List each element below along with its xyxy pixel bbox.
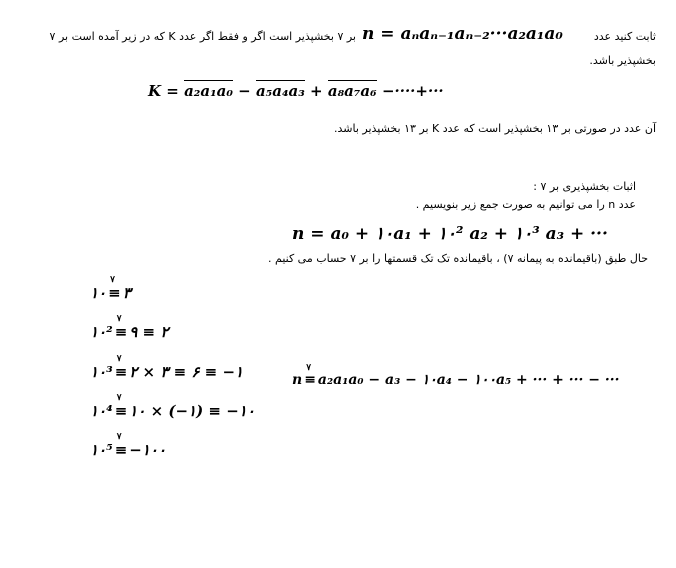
congruence-4 bbox=[90, 393, 255, 420]
k-op-1: − bbox=[232, 82, 256, 100]
k-tail: −····+··· bbox=[376, 82, 444, 100]
congruence-symbol: ≡ ۷ bbox=[108, 275, 121, 302]
theorem-line1-text: ثابت کنید عدد bbox=[593, 30, 656, 43]
theorem-line3-text: آن عدد در صورتی بر ۱۳ بخشپذیر است که عدد K بر ۱۳ بخشپذیر باشد. bbox=[334, 122, 656, 135]
congruence-2 bbox=[90, 314, 169, 341]
congruence-3 bbox=[90, 354, 244, 381]
theorem-line1-mid: بر ۷ بخشپذیر است اگر و فقط اگر عدد K که در زیر آمده است بر ۷ bbox=[49, 30, 356, 43]
k-op-2: + bbox=[304, 82, 328, 100]
congruence-5 bbox=[90, 432, 167, 459]
congruence-lhs: ۱۰² bbox=[90, 323, 113, 341]
congruence-rhs: −۱۰۰ bbox=[129, 441, 167, 459]
congruence-symbol: ≡ ۷ bbox=[304, 363, 316, 388]
theorem-line2-text: بخشپذیر باشد. bbox=[589, 54, 656, 67]
congruence-symbol: ≡ ۷ bbox=[114, 354, 128, 381]
k-lhs: K = bbox=[148, 82, 185, 100]
congruence-lhs: ۱۰⁵ bbox=[90, 441, 113, 459]
congruence-lhs: ۱۰⁴ bbox=[90, 402, 113, 420]
congruence-1 bbox=[90, 275, 131, 302]
congruence-rhs: ۳ bbox=[122, 284, 131, 302]
result-lhs: n bbox=[292, 372, 303, 388]
congruence-lhs: ۱۰ bbox=[90, 284, 107, 302]
proof-heading: اثبات بخشپذیری بر ۷ : bbox=[533, 180, 636, 193]
result-rhs: a₂a₁a₀ − a₃ − ۱۰a₄ − ۱۰۰a₅ + ··· + ··· − ··· bbox=[317, 372, 620, 388]
n-congruence-result bbox=[292, 363, 620, 388]
congruence-rhs: ۱۰ × (−۱) ≡ −۱۰ bbox=[129, 402, 255, 420]
n-sum-expression: n = a₀ + ۱۰a₁ + ۱۰² a₂ + ۱۰³ a₃ + ··· bbox=[292, 224, 608, 244]
congruence-rhs: ۹ ≡ ۲ bbox=[129, 323, 169, 341]
congruence-symbol: ≡ ۷ bbox=[114, 314, 128, 341]
proof-note: حال طبق (باقیمانده به پیمانه ۷) ، باقیمانده تک تک قسمتها را بر ۷ حساب می کنیم . bbox=[268, 252, 648, 265]
congruence-symbol: ≡ ۷ bbox=[114, 393, 128, 420]
congruence-lhs: ۱۰³ bbox=[90, 363, 113, 381]
k-definition bbox=[148, 82, 444, 100]
congruence-symbol: ≡ ۷ bbox=[114, 432, 128, 459]
n-digits-expression: n = aₙaₙ₋₁aₙ₋₂···a₂a₁a₀ bbox=[362, 24, 563, 44]
k-group-2: a₅a₄a₃ bbox=[255, 82, 305, 100]
congruence-rhs: ۲ × ۳ ≡ ۶ ≡ −۱ bbox=[129, 363, 244, 381]
proof-intro: عدد n را می توانیم به صورت جمع زیر بنویسیم . bbox=[415, 198, 636, 211]
k-group-3: a₈a₇a₆ bbox=[327, 82, 377, 100]
k-group-1: a₂a₁a₀ bbox=[184, 82, 233, 100]
